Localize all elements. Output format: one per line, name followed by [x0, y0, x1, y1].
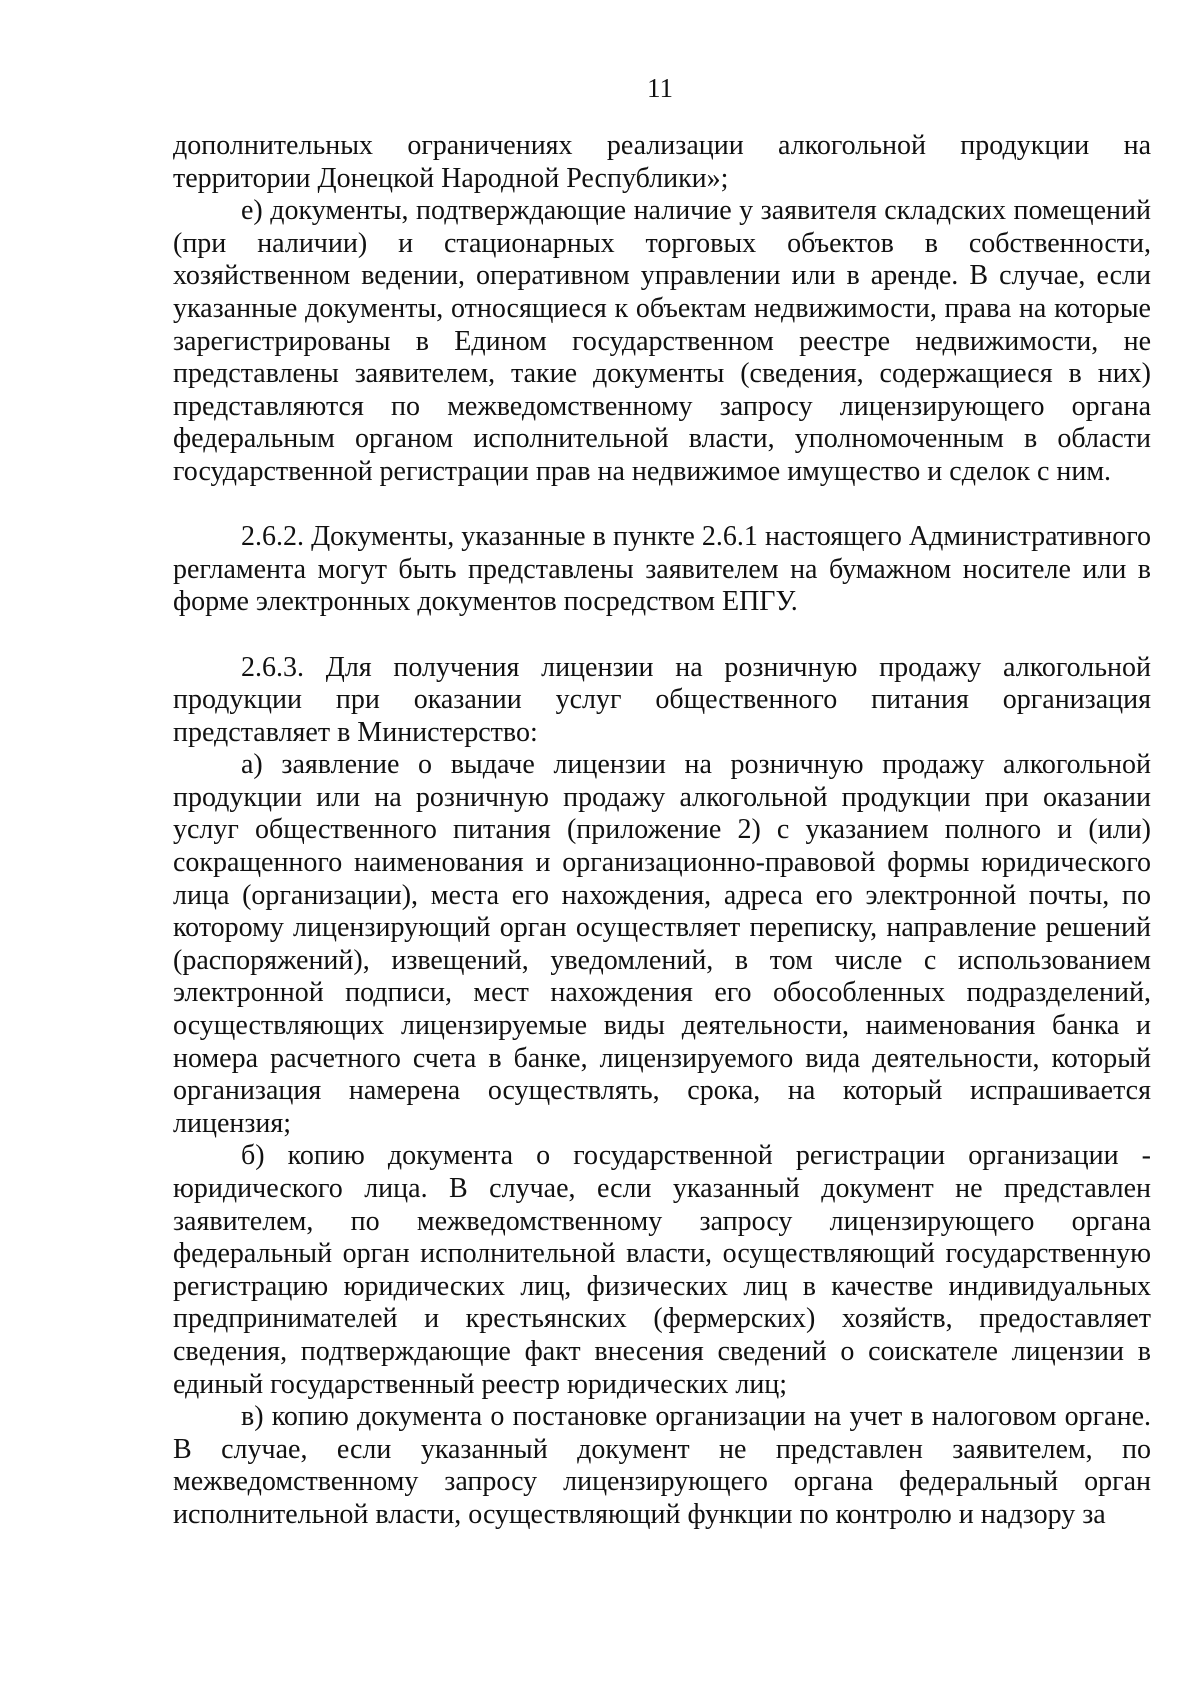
paragraph-item-a: а) заявление о выдаче лицензии на розничную продажу алкогольной продукции или на розничную продажу алкогольной продукции при оказании услуг общественного питания (приложение 2) с указанием полного и (или) сокращенного наименования и организационно-правовой формы юридического лица (организации), места его нахождения, адреса его электронной почты, по которому лицензирующий орган осуществляет переписку, направление решений (распоряжений), извещений, уведомлений, в том числе с использованием электронной подписи, мест нахождения его обособленных подразделений, осуществляющих лицензируемые виды деятельности, наименования банка и номера расчетного счета в банке, лицензируемого вида деятельности, который организация намерена осуществлять, срока, на который испрашивается лицензия;: [173, 749, 1151, 1139]
paragraph-item-b: б) копию документа о государственной регистрации организации - юридического лица. В случае, если указанный документ не представлен заявителем, по межведомственному запросу лицензирующего органа федеральный орган исполнительной власти, осуществляющий государственную регистрацию юридических лиц, физических лиц в качестве индивидуальных предпринимателей и крестьянских (фермерских) хозяйств, предоставляет сведения, подтверждающие факт внесения сведений о соискателе лицензии в единый государственный реестр юридических лиц;: [173, 1140, 1151, 1400]
document-body: [173, 130, 1151, 1532]
paragraph-2-6-3: 2.6.3. Для получения лицензии на розничную продажу алкогольной продукции при оказании услуг общественного питания организация представляет в Министерство:: [173, 651, 1151, 748]
paragraph-item-e: е) документы, подтверждающие наличие у заявителя складских помещений (при наличии) и стационарных торговых объектов в собственности, хозяйственном ведении, оперативном управлении или в аренде. В случае, если указанные документы, относящиеся к объектам недвижимости, права на которые зарегистрированы в Едином государственном реестре недвижимости, не представлены заявителем, такие документы (сведения, содержащиеся в них) представляются по межведомственному запросу лицензирующего органа федеральным органом исполнительной власти, уполномоченным в области государственной регистрации прав на недвижимое имущество и сделок с ним.: [173, 195, 1151, 487]
paragraph-continuation: дополнительных ограничениях реализации алкогольной продукции на территории Донецкой Народной Республики»;: [173, 130, 1151, 194]
paragraph-2-6-2: 2.6.2. Документы, указанные в пункте 2.6.1 настоящего Административного регламента могут быть представлены заявителем на бумажном носителе или в форме электронных документов посредством ЕПГУ.: [173, 521, 1151, 618]
paragraph-item-v: в) копию документа о постановке организации на учет в налоговом органе. В случае, если указанный документ не представлен заявителем, по межведомственному запросу лицензирующего органа федеральный орган исполнительной власти, осуществляющий функции по контролю и надзору за: [173, 1401, 1151, 1530]
page-number: 11: [647, 73, 673, 103]
